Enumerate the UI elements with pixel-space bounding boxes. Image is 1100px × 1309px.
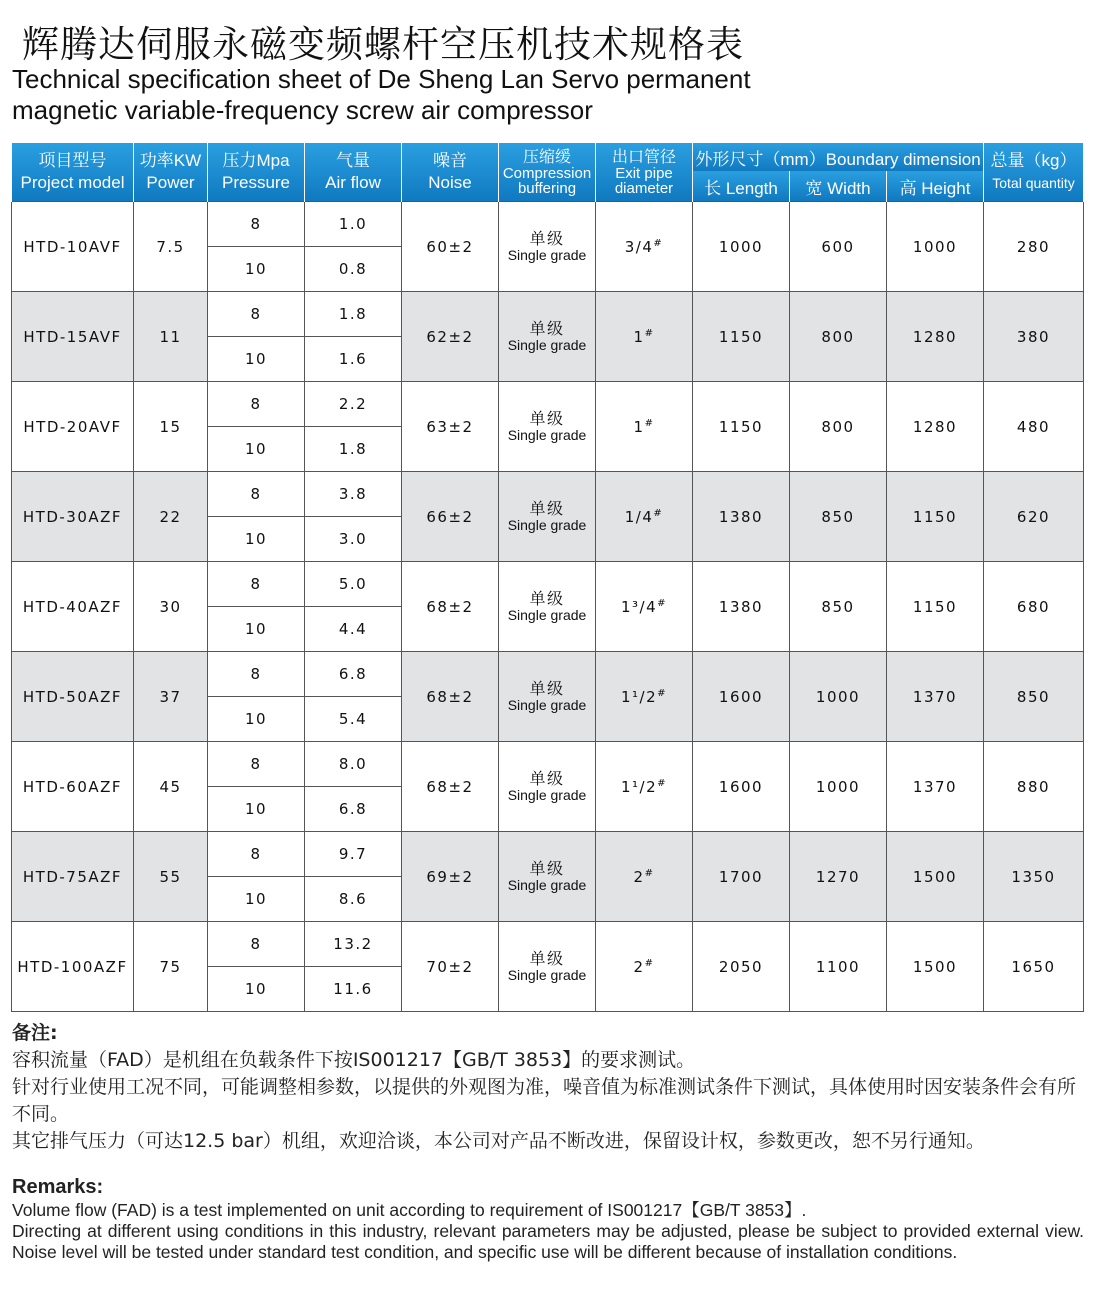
grade-en: Single grade (507, 876, 587, 893)
cell-pressure: 8 (208, 292, 305, 337)
cell-noise: 63±2 (402, 382, 499, 472)
cell-compression (499, 652, 596, 742)
cell-power: 11 (134, 292, 208, 382)
page-title-en-line1: Technical specification sheet of De Sheng Lan Servo permanent (12, 64, 751, 94)
remarks-title: Remarks: (12, 1176, 104, 1198)
cell-noise: 60±2 (402, 202, 499, 292)
cell-height: 1370 (887, 742, 984, 832)
cell-compression (499, 562, 596, 652)
cell-air-flow: 0.8 (305, 247, 402, 292)
cell-width: 800 (790, 292, 887, 382)
pipe-mark: # (653, 507, 664, 519)
pipe-mark: # (644, 417, 655, 429)
cell-pressure: 10 (208, 247, 305, 292)
cell-height: 1280 (887, 292, 984, 382)
table-row (12, 742, 1084, 787)
cell-compression (499, 832, 596, 922)
grade-en: Single grade (507, 696, 587, 713)
grade-cn: 单级 (529, 768, 565, 788)
table-row (12, 832, 1084, 877)
cell-air-flow: 5.0 (305, 562, 402, 607)
cell-total: 480 (984, 382, 1084, 472)
page-title-en-line2: magnetic variable-frequency screw air compressor (12, 95, 593, 125)
cell-power: 37 (134, 652, 208, 742)
cell-power: 7.5 (134, 202, 208, 292)
cell-air-flow: 2.2 (305, 382, 402, 427)
cell-air-flow: 8.0 (305, 742, 402, 787)
cell-total: 380 (984, 292, 1084, 382)
cell-pressure: 10 (208, 967, 305, 1012)
table-row (12, 652, 1084, 697)
header-width: 宽 Width (790, 171, 887, 202)
cell-length: 1600 (693, 652, 790, 742)
pipe-value: 1 (633, 417, 645, 436)
pipe-value: 1¹/2 (620, 687, 658, 706)
table-row (12, 202, 1084, 247)
cell-air-flow: 6.8 (305, 787, 402, 832)
pipe-mark: # (644, 867, 655, 879)
cell-pressure: 8 (208, 832, 305, 877)
cell-model: HTD-30AZF (12, 472, 134, 562)
cell-model: HTD-10AVF (12, 202, 134, 292)
cell-pipe (596, 472, 693, 562)
cell-noise: 69±2 (402, 832, 499, 922)
cell-model: HTD-20AVF (12, 382, 134, 472)
cell-noise: 68±2 (402, 562, 499, 652)
pipe-value: 2 (633, 957, 645, 976)
header-power: 功率KW Power (134, 143, 208, 202)
pipe-mark: # (644, 957, 655, 969)
cell-width: 1000 (790, 742, 887, 832)
cell-air-flow: 3.0 (305, 517, 402, 562)
cell-model: HTD-100AZF (12, 922, 134, 1012)
pipe-mark: # (657, 597, 668, 609)
cell-length: 1380 (693, 472, 790, 562)
cell-total: 880 (984, 742, 1084, 832)
cell-total: 850 (984, 652, 1084, 742)
cell-pressure: 10 (208, 427, 305, 472)
cell-model: HTD-75AZF (12, 832, 134, 922)
header-length: 长 Length (693, 171, 790, 202)
cell-model: HTD-15AVF (12, 292, 134, 382)
remarks-line-1: Volume flow (FAD) is a test implemented on unit according to requirement of IS001217【GB/T 3853】. (12, 1200, 807, 1220)
notes-cn (12, 1020, 1087, 1155)
cell-pressure: 10 (208, 697, 305, 742)
header-pipe: 出口管径 Exit pipe diameter (596, 143, 693, 202)
cell-pipe (596, 922, 693, 1012)
cell-compression (499, 202, 596, 292)
grade-cn: 单级 (529, 588, 565, 608)
pipe-value: 2 (633, 867, 645, 886)
cell-power: 55 (134, 832, 208, 922)
cell-length: 1600 (693, 742, 790, 832)
cell-height: 1500 (887, 922, 984, 1012)
grade-en: Single grade (507, 426, 587, 443)
grade-cn: 单级 (529, 408, 565, 428)
cell-height: 1000 (887, 202, 984, 292)
cell-power: 45 (134, 742, 208, 832)
header-pressure: 压力Mpa Pressure (208, 143, 305, 202)
grade-cn: 单级 (529, 678, 565, 698)
cell-total: 280 (984, 202, 1084, 292)
cell-noise: 66±2 (402, 472, 499, 562)
cell-model: HTD-60AZF (12, 742, 134, 832)
pipe-value: 1/4 (624, 507, 654, 526)
header-dimension: 外形尺寸（mm）Boundary dimension (693, 143, 984, 171)
cell-total: 1650 (984, 922, 1084, 1012)
page-title-cn: 辉腾达伺服永磁变频螺杆空压机技术规格表 (22, 23, 744, 66)
header-total: 总量（kg） Total quantity (984, 143, 1084, 202)
cell-width: 800 (790, 382, 887, 472)
cell-power: 22 (134, 472, 208, 562)
pipe-value: 3/4 (624, 237, 654, 256)
cell-total: 680 (984, 562, 1084, 652)
cell-model: HTD-40AZF (12, 562, 134, 652)
cell-length: 1000 (693, 202, 790, 292)
grade-en: Single grade (507, 786, 587, 803)
cell-total: 1350 (984, 832, 1084, 922)
cell-pipe (596, 652, 693, 742)
cell-air-flow: 5.4 (305, 697, 402, 742)
cell-pipe (596, 832, 693, 922)
table-row (12, 382, 1084, 427)
remarks-en (12, 1174, 1084, 1263)
grade-en: Single grade (507, 336, 587, 353)
table-row (12, 562, 1084, 607)
cell-compression (499, 382, 596, 472)
page-title-en (12, 64, 1092, 126)
cell-air-flow: 9.7 (305, 832, 402, 877)
grade-en: Single grade (507, 966, 587, 983)
header-compression: 压缩缓 Compression buffering (499, 143, 596, 202)
cell-pressure: 10 (208, 517, 305, 562)
grade-cn: 单级 (529, 498, 565, 518)
pipe-mark: # (657, 687, 668, 699)
table-row (12, 472, 1084, 517)
cell-height: 1280 (887, 382, 984, 472)
header-row (12, 143, 1084, 171)
cell-air-flow: 1.0 (305, 202, 402, 247)
cell-pressure: 10 (208, 607, 305, 652)
cell-height: 1150 (887, 472, 984, 562)
cell-length: 2050 (693, 922, 790, 1012)
header-air-flow: 气量 Air flow (305, 143, 402, 202)
cell-length: 1700 (693, 832, 790, 922)
cell-power: 30 (134, 562, 208, 652)
notes-line-2: 针对行业使用工况不同，可能调整相参数，以提供的外观图为准，噪音值为标准测试条件下测试，具体使用时因安装条件会有所不同。 (12, 1076, 1077, 1125)
cell-air-flow: 13.2 (305, 922, 402, 967)
cell-pipe (596, 382, 693, 472)
cell-air-flow: 1.8 (305, 292, 402, 337)
grade-en: Single grade (507, 246, 587, 263)
cell-pressure: 10 (208, 787, 305, 832)
header-model: 项目型号 Project model (12, 143, 134, 202)
cell-pipe (596, 562, 693, 652)
cell-length: 1380 (693, 562, 790, 652)
cell-total: 620 (984, 472, 1084, 562)
cell-compression (499, 922, 596, 1012)
cell-height: 1150 (887, 562, 984, 652)
pipe-value: 1 (633, 327, 645, 346)
cell-pipe (596, 292, 693, 382)
cell-air-flow: 1.6 (305, 337, 402, 382)
cell-air-flow: 4.4 (305, 607, 402, 652)
cell-pressure: 8 (208, 922, 305, 967)
cell-width: 600 (790, 202, 887, 292)
cell-pressure: 8 (208, 742, 305, 787)
spec-table (11, 143, 1084, 1012)
cell-compression (499, 472, 596, 562)
table-row (12, 292, 1084, 337)
cell-length: 1150 (693, 292, 790, 382)
notes-title: 备注: (12, 1022, 58, 1044)
header-noise: 噪音 Noise (402, 143, 499, 202)
cell-air-flow: 1.8 (305, 427, 402, 472)
pipe-mark: # (653, 237, 664, 249)
notes-line-1: 容积流量（FAD）是机组在负载条件下按IS001217【GB/T 3853】的要求测试。 (12, 1049, 696, 1071)
cell-compression (499, 292, 596, 382)
cell-pressure: 8 (208, 202, 305, 247)
grade-en: Single grade (507, 606, 587, 623)
cell-width: 850 (790, 562, 887, 652)
remarks-line-2: Directing at different using conditions in this industry, relevant parameters may be adjusted, please be subject to provided external view. Noise level will be tested under standard test condition, and specific use will be different because of installation conditions. (12, 1221, 1084, 1262)
cell-power: 15 (134, 382, 208, 472)
cell-height: 1500 (887, 832, 984, 922)
cell-pressure: 8 (208, 382, 305, 427)
cell-compression (499, 742, 596, 832)
grade-cn: 单级 (529, 948, 565, 968)
pipe-value: 1¹/2 (620, 777, 658, 796)
grade-en: Single grade (507, 516, 587, 533)
pipe-value: 1³/4 (620, 597, 658, 616)
pipe-mark: # (644, 327, 655, 339)
notes-line-3: 其它排气压力（可达12.5 bar）机组，欢迎洽谈，本公司对产品不断改进，保留设计权，参数更改，恕不另行通知。 (12, 1130, 985, 1152)
pipe-mark: # (657, 777, 668, 789)
grade-cn: 单级 (529, 228, 565, 248)
cell-noise: 62±2 (402, 292, 499, 382)
header-height: 高 Height (887, 171, 984, 202)
grade-cn: 单级 (529, 318, 565, 338)
cell-pipe (596, 202, 693, 292)
cell-width: 1270 (790, 832, 887, 922)
cell-pressure: 8 (208, 652, 305, 697)
cell-height: 1370 (887, 652, 984, 742)
cell-air-flow: 6.8 (305, 652, 402, 697)
cell-model: HTD-50AZF (12, 652, 134, 742)
cell-pressure: 10 (208, 877, 305, 922)
cell-length: 1150 (693, 382, 790, 472)
cell-noise: 68±2 (402, 652, 499, 742)
cell-pressure: 10 (208, 337, 305, 382)
cell-pipe (596, 742, 693, 832)
table-row (12, 922, 1084, 967)
cell-noise: 68±2 (402, 742, 499, 832)
cell-pressure: 8 (208, 562, 305, 607)
cell-air-flow: 3.8 (305, 472, 402, 517)
cell-air-flow: 8.6 (305, 877, 402, 922)
cell-noise: 70±2 (402, 922, 499, 1012)
cell-power: 75 (134, 922, 208, 1012)
cell-width: 1100 (790, 922, 887, 1012)
grade-cn: 单级 (529, 858, 565, 878)
cell-width: 1000 (790, 652, 887, 742)
cell-width: 850 (790, 472, 887, 562)
cell-pressure: 8 (208, 472, 305, 517)
cell-air-flow: 11.6 (305, 967, 402, 1012)
